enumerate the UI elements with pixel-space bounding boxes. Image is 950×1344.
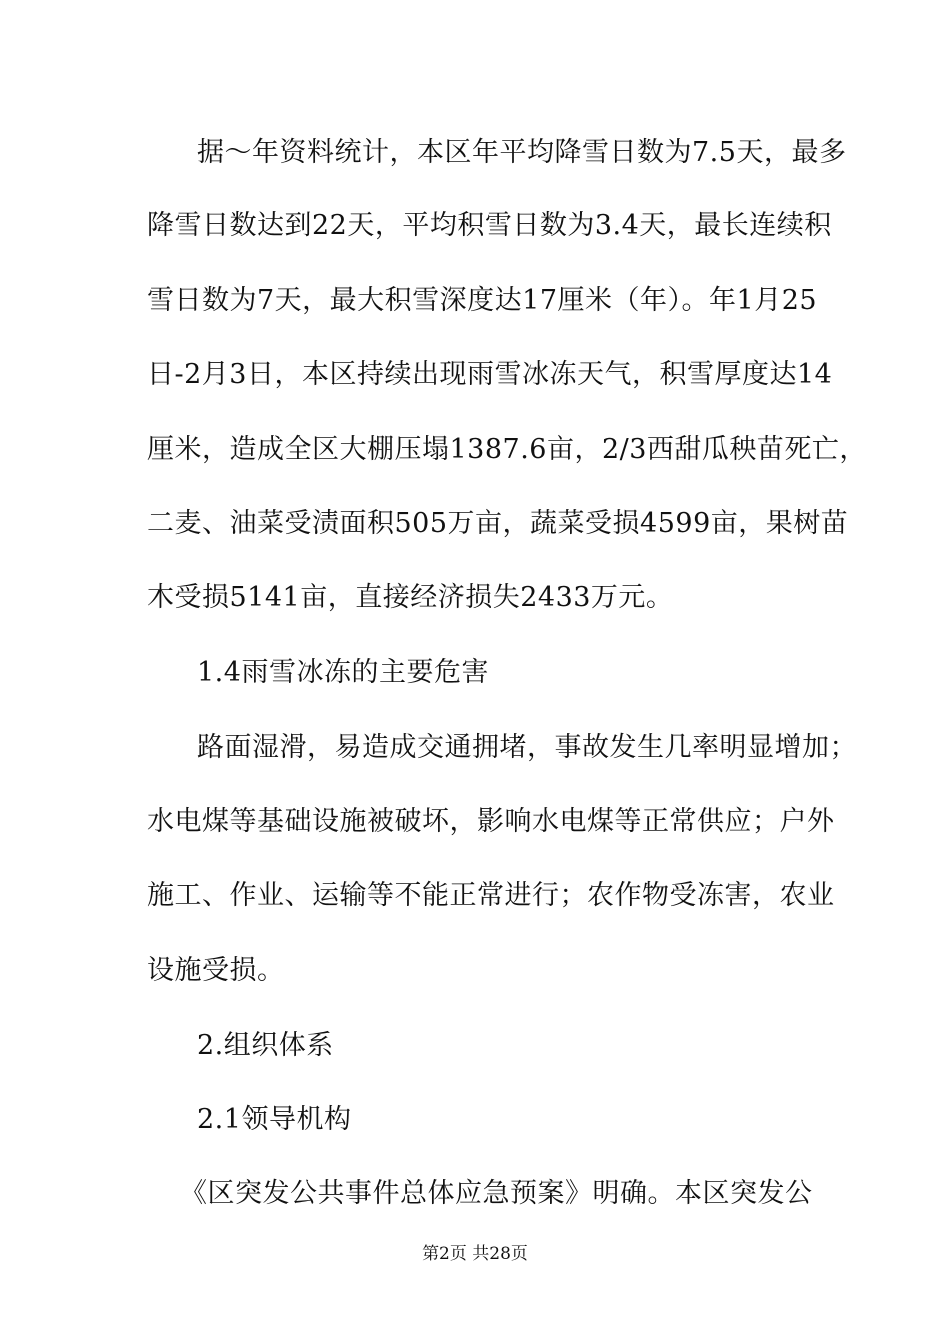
section-heading: 2.组织体系: [197, 1030, 334, 1061]
paragraph-line: 水电煤等基础设施被破坏，影响水电煤等正常供应；户外: [147, 806, 835, 837]
paragraph-line: 施工、作业、运输等不能正常进行；农作物受冻害，农业: [147, 880, 835, 911]
section-heading: 2.1领导机构: [197, 1104, 352, 1135]
paragraph-line: 《区突发公共事件总体应急预案》明确。本区突发公: [180, 1178, 813, 1209]
paragraph-line: 雪日数为7天，最大积雪深度达17厘米（年）。年1月25: [147, 285, 818, 316]
page-indicator: 第2页 共28页: [422, 1244, 528, 1264]
paragraph-line: 降雪日数达到22天，平均积雪日数为3.4天，最长连续积: [147, 210, 832, 241]
section-heading: 1.4雨雪冰冻的主要危害: [197, 657, 489, 688]
paragraph-line: 设施受损。: [147, 955, 285, 986]
paragraph-line: 日-2月3日，本区持续出现雨雪冰冻天气，积雪厚度达14: [147, 359, 833, 390]
paragraph-line: 路面湿滑，易造成交通拥堵，事故发生几率明显增加；: [197, 732, 857, 763]
paragraph-line: 厘米，造成全区大棚压塌1387.6亩，2/3西甜瓜秧苗死亡，: [147, 434, 867, 465]
paragraph-line: 木受损5141亩，直接经济损失2433万元。: [147, 582, 674, 613]
paragraph-line: 据～年资料统计，本区年平均降雪日数为7.5天，最多: [197, 137, 847, 168]
paragraph-line: 二麦、油菜受渍面积505万亩，蔬菜受损4599亩，果树苗: [147, 508, 849, 539]
